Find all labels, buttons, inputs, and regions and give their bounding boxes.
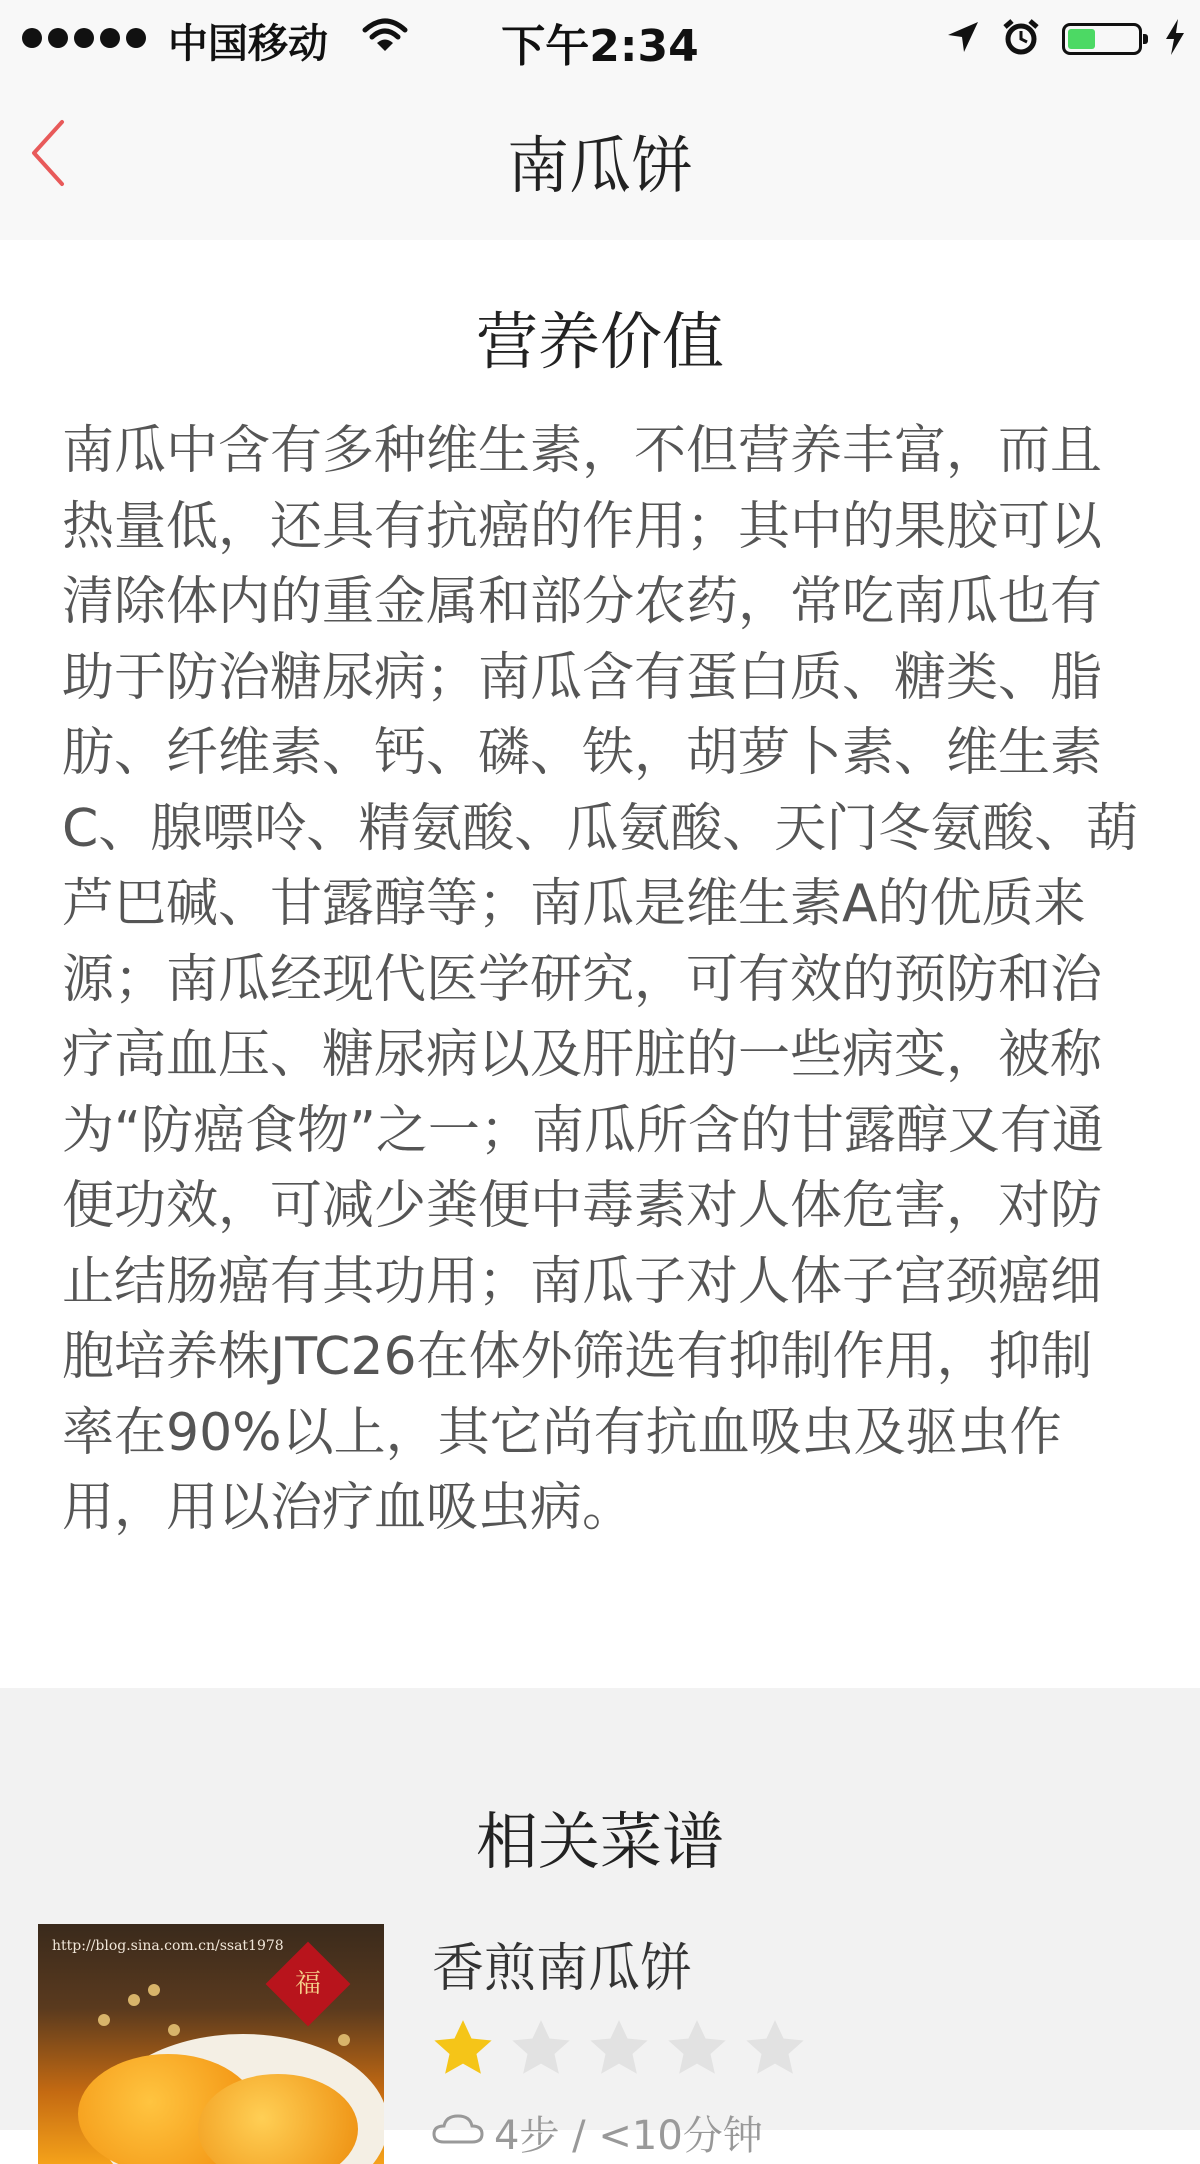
- star-filled-icon: [430, 2016, 496, 2082]
- charging-bolt-icon: [1164, 19, 1186, 59]
- nutrition-section: [0, 240, 1200, 1688]
- fu-badge: 福: [266, 1942, 351, 2027]
- recipe-thumbnail[interactable]: [38, 1924, 384, 2164]
- location-arrow-icon: [946, 20, 980, 58]
- cloud-icon: [432, 2110, 484, 2156]
- battery-icon: [1062, 23, 1142, 55]
- star-empty-icon: [664, 2016, 730, 2082]
- related-recipes-heading: 相关菜谱: [475, 1805, 724, 1878]
- clock: 下午2:34: [501, 21, 699, 72]
- page-title: 南瓜饼: [506, 129, 693, 202]
- recipe-name[interactable]: 香煎南瓜饼: [432, 1939, 693, 1999]
- nutrition-heading: 营养价值: [475, 305, 724, 378]
- thumbnail-watermark: http://blog.sina.com.cn/ssat1978: [52, 1938, 284, 1954]
- recipe-meta: [432, 2104, 763, 2161]
- alarm-icon: [1002, 18, 1040, 60]
- star-empty-icon: [508, 2016, 574, 2082]
- recipe-steps-time: 4步 / <10分钟: [494, 2113, 763, 2159]
- carrier-name: 中国移动: [168, 21, 328, 67]
- status-bar: [0, 0, 1200, 76]
- nutrition-description: 南瓜中含有多种维生素，不但营养丰富，而且热量低，还具有抗癌的作用；其中的果胶可以清除体内的重金属和部分农药，常吃南瓜也有助于防治糖尿病；南瓜含有蛋白质、糖类、脂肪、纤维素、钙、磷、铁，胡萝卜素、维生素C、腺嘌呤、精氨酸、瓜氨酸、天门冬氨酸、葫芦巴碱、甘露醇等；南瓜是维生素A的优质来源；南瓜经现代医学研究，可有效的预防和治疗高血压、糖尿病以及肝脏的一些病变，被称为“防癌食物”之一；南瓜所含的甘露醇又有通便功效，可减少粪便中毒素对人体危害，对防止结肠癌有其功用；南瓜子对人体子宫颈癌细胞培养株JTC26在体外筛选有抑制作用，抑制率在90%以上，其它尚有抗血吸虫及驱虫作用，用以治疗血吸虫病。: [62, 421, 1139, 1538]
- navigation-bar: [0, 76, 1200, 240]
- recipe-card[interactable]: [38, 1924, 1162, 2159]
- star-empty-icon: [742, 2016, 808, 2082]
- star-empty-icon: [586, 2016, 652, 2082]
- related-recipes-section: [0, 1688, 1200, 2159]
- recipe-rating: [430, 2016, 808, 2082]
